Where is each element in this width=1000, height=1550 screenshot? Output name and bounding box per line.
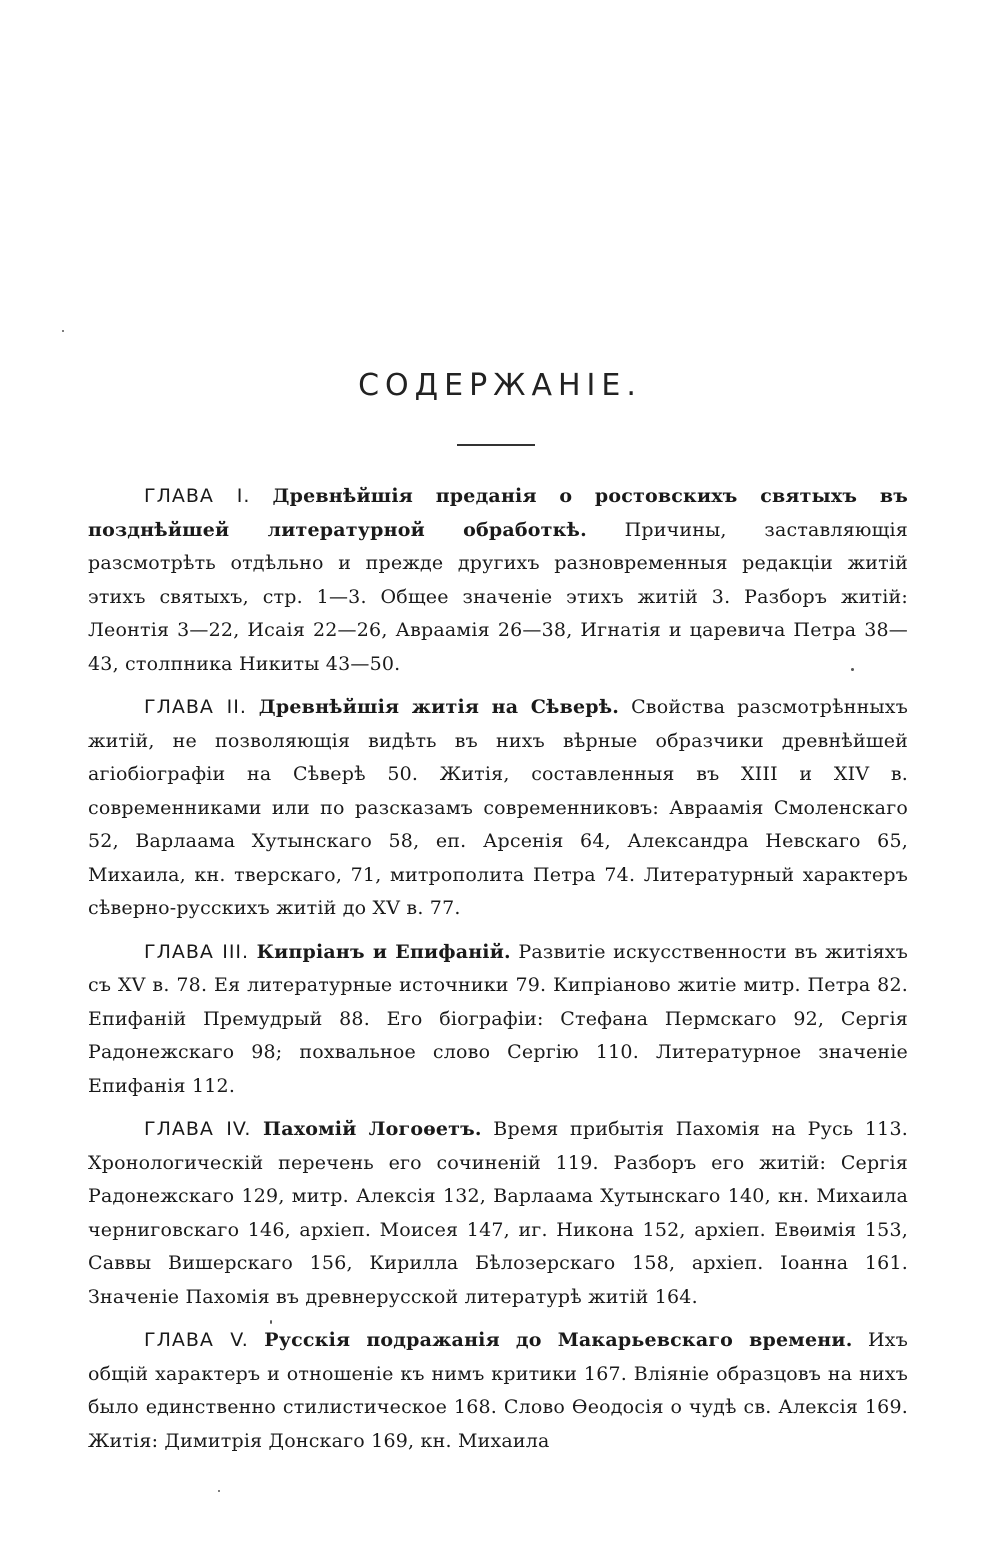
chapter-3-entry	[88, 936, 908, 1104]
chapter-heading: Древнѣйшія преданія о ростовскихъ святыхъ въ позднѣйшей литературной обработкѣ.	[88, 485, 908, 541]
chapter-label: ГЛАВА III.	[144, 940, 250, 963]
chapter-heading: Кипріанъ и Епифаній.	[256, 940, 511, 963]
chapter-heading: Пахомій Логоѳетъ.	[263, 1118, 482, 1140]
chapter-label: ГЛАВА II.	[144, 696, 247, 718]
chapter-summary: Ихъ общій характеръ и отношеніе къ нимъ критики 167. Вліяніе образцовъ на нихъ было единственно стилистическое 168. Слово Ѳеодосія о чудѣ св. Алексія 169. Житія: Димитрія Донскаго 169, кн. Михаила	[88, 1329, 908, 1452]
chapter-4-entry	[88, 1113, 908, 1314]
chapter-label: ГЛАВА I.	[144, 485, 251, 507]
print-speck	[851, 668, 854, 671]
chapter-summary: Время прибытія Пахомія на Русь 113. Хронологическій перечень его сочиненій 119. Разборъ его житій: Сергія Радонежскаго 129, митр. Алексія 132, Варлаама Хутынскаго 140, кн. Михаила черниговскаго 146, архіеп. Моисея 147, иг. Никона 152, архіеп. Евѳимія 153, Саввы Вишерскаго 156, Кирилла Бѣлозерскаго 158, архіеп. Іоанна 161. Значеніе Пахомія въ древнерусской литературѣ житій 164.	[88, 1118, 908, 1308]
chapter-5-entry	[88, 1324, 908, 1458]
chapter-summary: Развитіе искусственности въ житіяхъ съ XV в. 78. Ея литературные источники 79. Кипріаново житіе митр. Петра 82. Епифаній Премудрый 88. Его біографіи: Стефана Пермскаго 92, Сергія Радонежскаго 98; похвальное слово Сергію 110. Литературное значеніе Епифанія 112.	[88, 940, 908, 1097]
page-title: СОДЕРЖАНІЕ.	[358, 368, 642, 403]
chapter-label: ГЛАВА IV.	[144, 1118, 252, 1140]
chapter-summary: Причины, заставляющія разсмотрѣть отдѣльно и прежде другихъ разновременныя редакціи житій этихъ святыхъ, стр. 1—3. Общее значеніе этихъ житій 3. Разборъ житій: Леонтія 3—22, Исаія 22—26, Авраамія 26—38, Игнатія и царевича Петра 38—43, столпника Никиты 43—50.	[88, 518, 908, 675]
chapter-2-entry	[88, 691, 908, 926]
table-of-contents	[88, 480, 908, 1468]
print-speck	[62, 330, 64, 332]
print-speck	[218, 1490, 220, 1492]
chapter-1-entry	[88, 480, 908, 681]
print-speck	[270, 1320, 272, 1324]
title-divider	[457, 444, 535, 446]
chapter-summary: Свойства разсмотрѣнныхъ житій, не позволяющія видѣть въ нихъ вѣрные образчики древнѣйшей агіобіографіи на Сѣверѣ 50. Житія, составленныя въ XIII и XIV в. современниками или по разсказамъ современниковъ: Авраамія Смоленскаго 52, Варлаама Хутынскаго 58, еп. Арсенія 64, Александра Невскаго 65, Михаила, кн. тверскаго, 71, митрополита Петра 74. Литературный характеръ сѣверно-русскихъ житій до XV в. 77.	[88, 696, 908, 919]
chapter-heading: Русскія подражанія до Макарьевскаго времени.	[264, 1329, 853, 1351]
chapter-label: ГЛАВА V.	[144, 1329, 249, 1351]
chapter-heading: Древнѣйшія житія на Сѣверѣ.	[258, 696, 620, 718]
